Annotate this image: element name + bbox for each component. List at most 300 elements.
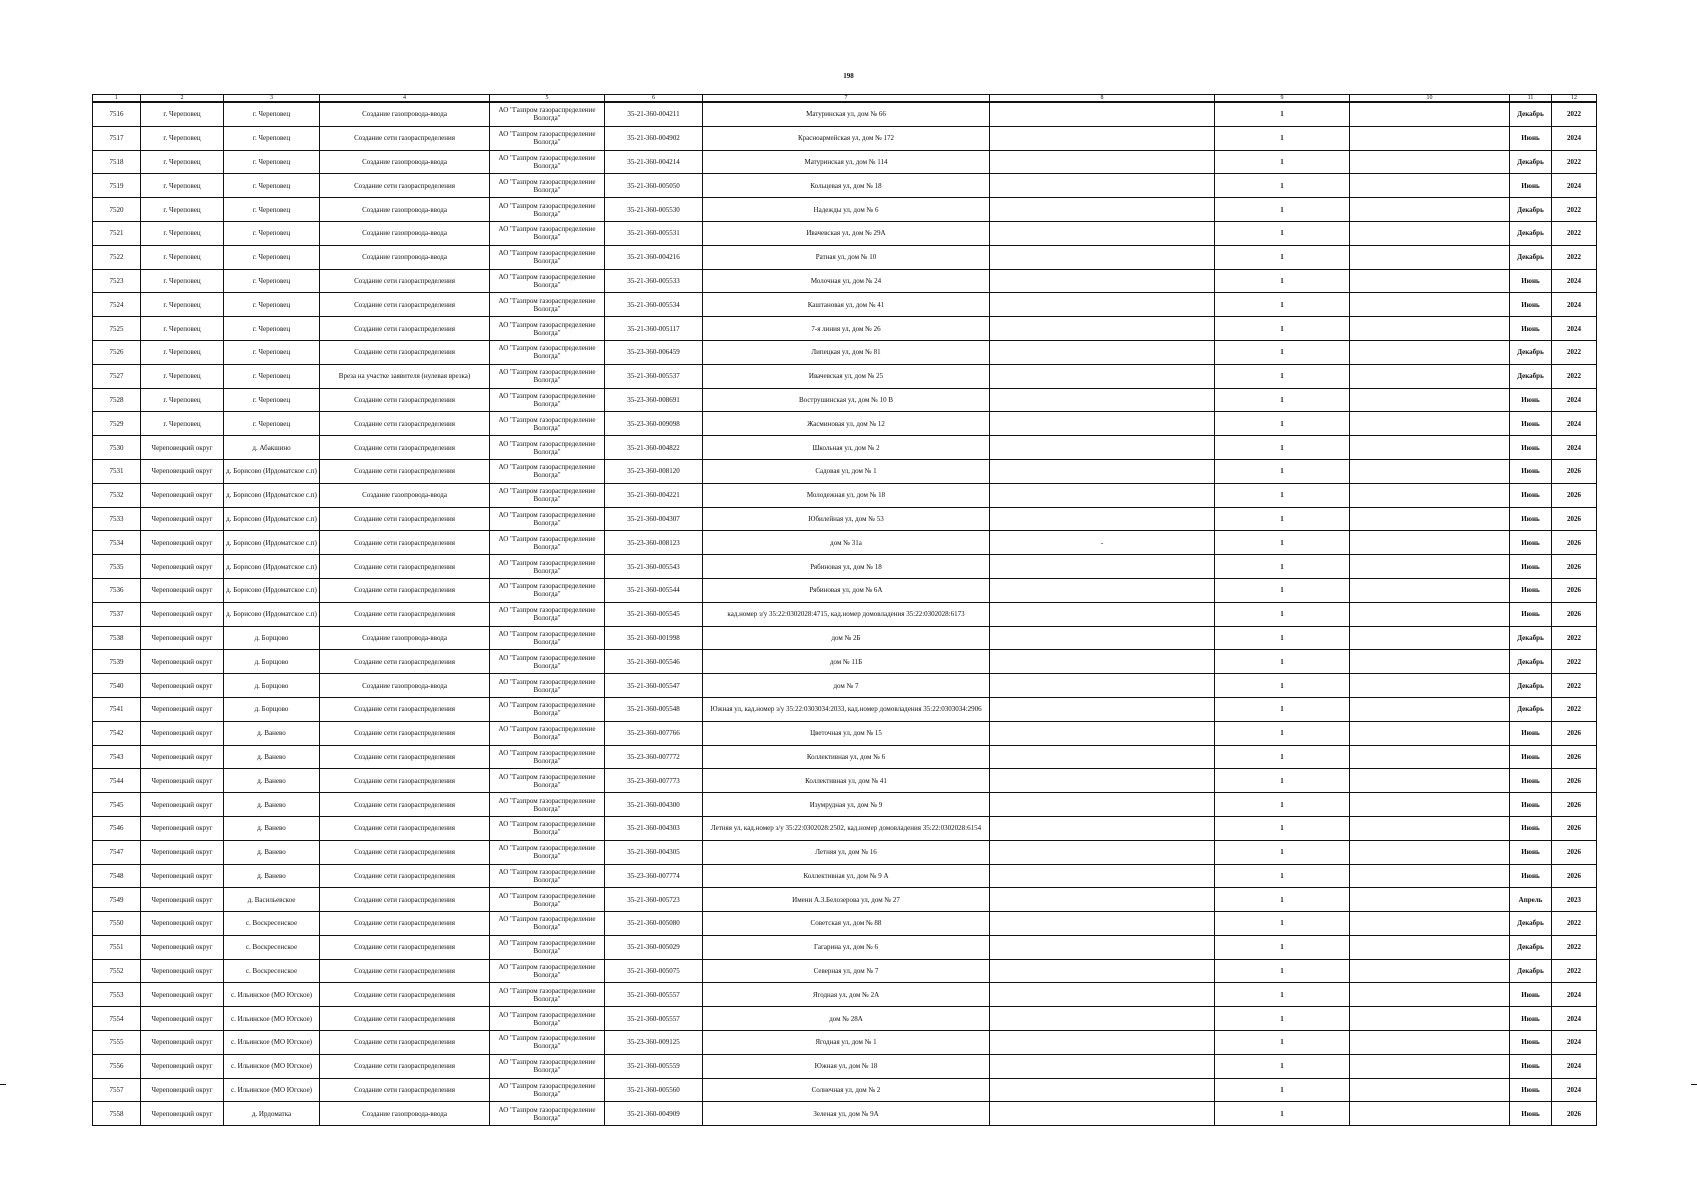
address-cell: Солнечная ул, дом № 2 xyxy=(703,1078,990,1102)
locality-cell: д. Борисово (Ирдоматское с.п) xyxy=(224,602,320,626)
object-code-cell: 35-21-360-004221 xyxy=(605,483,703,507)
col8-cell xyxy=(990,1054,1215,1078)
col10-cell xyxy=(1350,864,1510,888)
year-cell: 2022 xyxy=(1552,340,1597,364)
address-cell: 7-я линия ул, дом № 26 xyxy=(703,317,990,341)
locality-cell: г. Череповец xyxy=(224,317,320,341)
table-row xyxy=(93,650,1597,674)
column-number-1: 1 xyxy=(93,95,141,103)
col8-cell xyxy=(990,507,1215,531)
column-number-6: 6 xyxy=(605,95,703,103)
month-cell: Июнь xyxy=(1510,983,1552,1007)
col8-cell xyxy=(990,769,1215,793)
month-cell: Июнь xyxy=(1510,721,1552,745)
work-type-cell: Создание сети газораспределения xyxy=(320,578,490,602)
district-cell: Череповецкий округ xyxy=(141,436,224,460)
col10-cell xyxy=(1350,102,1510,126)
work-type-cell: Создание сети газораспределения xyxy=(320,650,490,674)
table-row xyxy=(93,102,1597,126)
table-row xyxy=(93,1078,1597,1102)
locality-cell: с. Ильинское (МО Югское) xyxy=(224,983,320,1007)
row-number: 7541 xyxy=(93,697,141,721)
district-cell: Череповецкий округ xyxy=(141,578,224,602)
quantity-cell: 1 xyxy=(1215,364,1350,388)
month-cell: Декабрь xyxy=(1510,935,1552,959)
col8-cell xyxy=(990,483,1215,507)
work-type-cell: Создание газопровода-ввода xyxy=(320,245,490,269)
month-cell: Июнь xyxy=(1510,412,1552,436)
district-cell: Череповецкий округ xyxy=(141,816,224,840)
work-type-cell: Создание сети газораспределения xyxy=(320,769,490,793)
table-row xyxy=(93,1102,1597,1126)
district-cell: Череповецкий округ xyxy=(141,459,224,483)
year-cell: 2024 xyxy=(1552,983,1597,1007)
quantity-cell: 1 xyxy=(1215,1031,1350,1055)
work-type-cell: Создание газопровода-ввода xyxy=(320,150,490,174)
table-row xyxy=(93,697,1597,721)
work-type-cell: Создание сети газораспределения xyxy=(320,697,490,721)
column-number-2: 2 xyxy=(141,95,224,103)
district-cell: г. Череповец xyxy=(141,174,224,198)
work-type-cell: Создание сети газораспределения xyxy=(320,1007,490,1031)
work-type-cell: Создание сети газораспределения xyxy=(320,126,490,150)
row-number: 7519 xyxy=(93,174,141,198)
table-row xyxy=(93,459,1597,483)
column-number-12: 12 xyxy=(1552,95,1597,103)
address-cell: Южная ул, дом № 18 xyxy=(703,1054,990,1078)
col10-cell xyxy=(1350,412,1510,436)
district-cell: Череповецкий округ xyxy=(141,1031,224,1055)
row-number: 7544 xyxy=(93,769,141,793)
owner-cell: АО "Газпром газораспределение Вологда" xyxy=(490,793,605,817)
object-code-cell: 35-21-360-005534 xyxy=(605,293,703,317)
month-cell: Декабрь xyxy=(1510,221,1552,245)
year-cell: 2026 xyxy=(1552,602,1597,626)
table-row xyxy=(93,793,1597,817)
col8-cell xyxy=(990,388,1215,412)
column-number-11: 11 xyxy=(1510,95,1552,103)
address-cell: Школьная ул, дом № 2 xyxy=(703,436,990,460)
quantity-cell: 1 xyxy=(1215,769,1350,793)
month-cell: Июнь xyxy=(1510,793,1552,817)
col10-cell xyxy=(1350,174,1510,198)
object-code-cell: 35-21-360-004300 xyxy=(605,793,703,817)
column-number-8: 8 xyxy=(990,95,1215,103)
district-cell: Череповецкий округ xyxy=(141,674,224,698)
year-cell: 2022 xyxy=(1552,935,1597,959)
quantity-cell: 1 xyxy=(1215,198,1350,222)
col8-cell xyxy=(990,697,1215,721)
owner-cell: АО "Газпром газораспределение Вологда" xyxy=(490,221,605,245)
row-number: 7517 xyxy=(93,126,141,150)
col10-cell xyxy=(1350,1102,1510,1126)
year-cell: 2026 xyxy=(1552,721,1597,745)
col8-cell xyxy=(990,340,1215,364)
address-cell: дом № 28А xyxy=(703,1007,990,1031)
quantity-cell: 1 xyxy=(1215,650,1350,674)
year-cell: 2026 xyxy=(1552,769,1597,793)
quantity-cell: 1 xyxy=(1215,1007,1350,1031)
object-code-cell: 35-21-360-005723 xyxy=(605,888,703,912)
owner-cell: АО "Газпром газораспределение Вологда" xyxy=(490,174,605,198)
col10-cell xyxy=(1350,626,1510,650)
year-cell: 2026 xyxy=(1552,864,1597,888)
col8-cell xyxy=(990,436,1215,460)
year-cell: 2026 xyxy=(1552,816,1597,840)
object-code-cell: 35-21-360-005557 xyxy=(605,1007,703,1031)
quantity-cell: 1 xyxy=(1215,721,1350,745)
table-row xyxy=(93,769,1597,793)
object-code-cell: 35-21-360-005559 xyxy=(605,1054,703,1078)
row-number: 7523 xyxy=(93,269,141,293)
col10-cell xyxy=(1350,769,1510,793)
locality-cell: г. Череповец xyxy=(224,245,320,269)
district-cell: Череповецкий округ xyxy=(141,864,224,888)
quantity-cell: 1 xyxy=(1215,578,1350,602)
table-row xyxy=(93,888,1597,912)
col8-cell xyxy=(990,555,1215,579)
owner-cell: АО "Газпром газораспределение Вологда" xyxy=(490,126,605,150)
row-number: 7555 xyxy=(93,1031,141,1055)
work-type-cell: Создание сети газораспределения xyxy=(320,1031,490,1055)
year-cell: 2022 xyxy=(1552,364,1597,388)
table-row xyxy=(93,507,1597,531)
address-cell: Рябиновая ул, дом № 18 xyxy=(703,555,990,579)
quantity-cell: 1 xyxy=(1215,221,1350,245)
work-type-cell: Создание сети газораспределения xyxy=(320,436,490,460)
address-cell: Зеленая ул, дом № 9А xyxy=(703,1102,990,1126)
col10-cell xyxy=(1350,364,1510,388)
month-cell: Июнь xyxy=(1510,293,1552,317)
address-cell: Советская ул, дом № 88 xyxy=(703,912,990,936)
col10-cell xyxy=(1350,221,1510,245)
owner-cell: АО "Газпром газораспределение Вологда" xyxy=(490,1007,605,1031)
locality-cell: с. Ильинское (МО Югское) xyxy=(224,1031,320,1055)
object-code-cell: 35-21-360-001998 xyxy=(605,626,703,650)
row-number: 7528 xyxy=(93,388,141,412)
locality-cell: г. Череповец xyxy=(224,340,320,364)
work-type-cell: Создание газопровода-ввода xyxy=(320,198,490,222)
work-type-cell: Создание сети газораспределения xyxy=(320,293,490,317)
object-code-cell: 35-21-360-005546 xyxy=(605,650,703,674)
quantity-cell: 1 xyxy=(1215,888,1350,912)
locality-cell: г. Череповец xyxy=(224,126,320,150)
year-cell: 2024 xyxy=(1552,1078,1597,1102)
object-code-cell: 35-23-360-008123 xyxy=(605,531,703,555)
locality-cell: г. Череповец xyxy=(224,174,320,198)
year-cell: 2024 xyxy=(1552,317,1597,341)
owner-cell: АО "Газпром газораспределение Вологда" xyxy=(490,412,605,436)
table-row xyxy=(93,1054,1597,1078)
col8-cell xyxy=(990,864,1215,888)
month-cell: Июнь xyxy=(1510,816,1552,840)
district-cell: Череповецкий округ xyxy=(141,483,224,507)
col8-cell xyxy=(990,174,1215,198)
district-cell: Череповецкий округ xyxy=(141,721,224,745)
col10-cell xyxy=(1350,1054,1510,1078)
year-cell: 2026 xyxy=(1552,1102,1597,1126)
row-number: 7527 xyxy=(93,364,141,388)
quantity-cell: 1 xyxy=(1215,555,1350,579)
table-row xyxy=(93,293,1597,317)
col10-cell xyxy=(1350,602,1510,626)
month-cell: Декабрь xyxy=(1510,198,1552,222)
column-number-row xyxy=(93,95,1597,103)
locality-cell: д. Ванево xyxy=(224,816,320,840)
col10-cell xyxy=(1350,793,1510,817)
locality-cell: г. Череповец xyxy=(224,412,320,436)
table-row xyxy=(93,864,1597,888)
object-code-cell: 35-23-360-008691 xyxy=(605,388,703,412)
owner-cell: АО "Газпром газораспределение Вологда" xyxy=(490,959,605,983)
object-code-cell: 35-21-360-005557 xyxy=(605,983,703,1007)
col8-cell xyxy=(990,959,1215,983)
owner-cell: АО "Газпром газораспределение Вологда" xyxy=(490,1102,605,1126)
col8-cell xyxy=(990,317,1215,341)
district-cell: Череповецкий округ xyxy=(141,769,224,793)
district-cell: Череповецкий округ xyxy=(141,650,224,674)
work-type-cell: Создание газопровода-ввода xyxy=(320,674,490,698)
col10-cell xyxy=(1350,816,1510,840)
col8-cell xyxy=(990,983,1215,1007)
address-cell: Молочная ул, дом № 24 xyxy=(703,269,990,293)
col8-cell xyxy=(990,364,1215,388)
quantity-cell: 1 xyxy=(1215,602,1350,626)
address-cell: Летняя ул, кад.номер з/у 35:22:0302028:2502, кад.номер домовладения 35:22:0302028:6154 xyxy=(703,816,990,840)
work-type-cell: Создание сети газораспределения xyxy=(320,531,490,555)
work-type-cell: Создание сети газораспределения xyxy=(320,340,490,364)
object-code-cell: 35-21-360-004307 xyxy=(605,507,703,531)
col10-cell xyxy=(1350,1007,1510,1031)
locality-cell: с. Ильинское (МО Югское) xyxy=(224,1078,320,1102)
locality-cell: д. Ванево xyxy=(224,840,320,864)
left-edge-mark xyxy=(0,1084,6,1085)
year-cell: 2024 xyxy=(1552,1031,1597,1055)
work-type-cell: Создание сети газораспределения xyxy=(320,745,490,769)
quantity-cell: 1 xyxy=(1215,1054,1350,1078)
work-type-cell: Создание сети газораспределения xyxy=(320,864,490,888)
col10-cell xyxy=(1350,531,1510,555)
locality-cell: г. Череповец xyxy=(224,388,320,412)
address-cell: Южная ул, кад.номер з/у 35:22:0303034:2033, кад.номер домовладения 35:22:0303034:2906 xyxy=(703,697,990,721)
work-type-cell: Создание сети газораспределения xyxy=(320,412,490,436)
col8-cell xyxy=(990,912,1215,936)
col10-cell xyxy=(1350,269,1510,293)
locality-cell: д. Борисово (Ирдоматское с.п) xyxy=(224,531,320,555)
district-cell: Череповецкий округ xyxy=(141,1102,224,1126)
col8-cell xyxy=(990,793,1215,817)
district-cell: Череповецкий округ xyxy=(141,697,224,721)
row-number: 7526 xyxy=(93,340,141,364)
col10-cell xyxy=(1350,150,1510,174)
object-code-cell: 35-23-360-007773 xyxy=(605,769,703,793)
locality-cell: д. Борисово (Ирдоматское с.п) xyxy=(224,507,320,531)
object-code-cell: 35-23-360-007766 xyxy=(605,721,703,745)
object-code-cell: 35-21-360-005545 xyxy=(605,602,703,626)
district-cell: Череповецкий округ xyxy=(141,531,224,555)
object-code-cell: 35-21-360-004902 xyxy=(605,126,703,150)
table-row xyxy=(93,721,1597,745)
locality-cell: с. Воскресенское xyxy=(224,959,320,983)
address-cell: Каштановая ул, дом № 41 xyxy=(703,293,990,317)
table-row xyxy=(93,935,1597,959)
work-type-cell: Создание сети газораспределения xyxy=(320,388,490,412)
locality-cell: г. Череповец xyxy=(224,221,320,245)
col8-cell xyxy=(990,102,1215,126)
work-type-cell: Создание сети газораспределения xyxy=(320,912,490,936)
work-type-cell: Создание сети газораспределения xyxy=(320,1054,490,1078)
month-cell: Декабрь xyxy=(1510,697,1552,721)
quantity-cell: 1 xyxy=(1215,531,1350,555)
work-type-cell: Создание сети газораспределения xyxy=(320,174,490,198)
column-number-5: 5 xyxy=(490,95,605,103)
col8-cell xyxy=(990,1031,1215,1055)
month-cell: Июнь xyxy=(1510,864,1552,888)
object-code-cell: 35-21-360-005531 xyxy=(605,221,703,245)
year-cell: 2024 xyxy=(1552,436,1597,460)
col8-cell xyxy=(990,1007,1215,1031)
table-row xyxy=(93,174,1597,198)
object-code-cell: 35-21-360-005533 xyxy=(605,269,703,293)
district-cell: г. Череповец xyxy=(141,317,224,341)
owner-cell: АО "Газпром газораспределение Вологда" xyxy=(490,578,605,602)
table-row xyxy=(93,340,1597,364)
col8-cell xyxy=(990,602,1215,626)
object-code-cell: 35-21-360-005029 xyxy=(605,935,703,959)
col10-cell xyxy=(1350,340,1510,364)
col8-cell xyxy=(990,269,1215,293)
locality-cell: д. Ванево xyxy=(224,769,320,793)
address-cell: Садовая ул, дом № 1 xyxy=(703,459,990,483)
col8-cell xyxy=(990,745,1215,769)
work-type-cell: Создание сети газораспределения xyxy=(320,888,490,912)
row-number: 7532 xyxy=(93,483,141,507)
quantity-cell: 1 xyxy=(1215,483,1350,507)
row-number: 7530 xyxy=(93,436,141,460)
register-body xyxy=(93,95,1597,1126)
quantity-cell: 1 xyxy=(1215,959,1350,983)
address-cell: дом № 11Б xyxy=(703,650,990,674)
table-row xyxy=(93,1007,1597,1031)
object-code-cell: 35-21-360-005548 xyxy=(605,697,703,721)
address-cell: Ивачевская ул, дом № 29А xyxy=(703,221,990,245)
object-code-cell: 35-21-360-004822 xyxy=(605,436,703,460)
object-code-cell: 35-21-360-005080 xyxy=(605,912,703,936)
col10-cell xyxy=(1350,317,1510,341)
work-type-cell: Создание газопровода-ввода xyxy=(320,1102,490,1126)
owner-cell: АО "Газпром газораспределение Вологда" xyxy=(490,888,605,912)
table-row xyxy=(93,269,1597,293)
quantity-cell: 1 xyxy=(1215,745,1350,769)
month-cell: Июнь xyxy=(1510,1078,1552,1102)
quantity-cell: 1 xyxy=(1215,459,1350,483)
row-number: 7547 xyxy=(93,840,141,864)
table-row xyxy=(93,364,1597,388)
month-cell: Июнь xyxy=(1510,126,1552,150)
owner-cell: АО "Газпром газораспределение Вологда" xyxy=(490,983,605,1007)
quantity-cell: 1 xyxy=(1215,436,1350,460)
object-code-cell: 35-23-360-007774 xyxy=(605,864,703,888)
col10-cell xyxy=(1350,935,1510,959)
table-row xyxy=(93,555,1597,579)
month-cell: Июнь xyxy=(1510,555,1552,579)
col10-cell xyxy=(1350,1078,1510,1102)
row-number: 7533 xyxy=(93,507,141,531)
district-cell: г. Череповец xyxy=(141,364,224,388)
table-row xyxy=(93,221,1597,245)
table-row xyxy=(93,626,1597,650)
locality-cell: с. Воскресенское xyxy=(224,912,320,936)
table-row xyxy=(93,840,1597,864)
year-cell: 2024 xyxy=(1552,293,1597,317)
month-cell: Декабрь xyxy=(1510,959,1552,983)
district-cell: г. Череповец xyxy=(141,221,224,245)
work-type-cell: Создание сети газораспределения xyxy=(320,269,490,293)
owner-cell: АО "Газпром газораспределение Вологда" xyxy=(490,816,605,840)
quantity-cell: 1 xyxy=(1215,864,1350,888)
year-cell: 2022 xyxy=(1552,959,1597,983)
column-number-4: 4 xyxy=(320,95,490,103)
address-cell: Цветочная ул, дом № 15 xyxy=(703,721,990,745)
address-cell: Имени А.З.Белозерова ул, дом № 27 xyxy=(703,888,990,912)
owner-cell: АО "Газпром газораспределение Вологда" xyxy=(490,1078,605,1102)
table-row xyxy=(93,150,1597,174)
object-code-cell: 35-21-360-005075 xyxy=(605,959,703,983)
address-cell: дом № 7 xyxy=(703,674,990,698)
object-code-cell: 35-21-360-005117 xyxy=(605,317,703,341)
col10-cell xyxy=(1350,126,1510,150)
work-type-cell: Создание сети газораспределения xyxy=(320,816,490,840)
object-code-cell: 35-21-360-004305 xyxy=(605,840,703,864)
quantity-cell: 1 xyxy=(1215,1078,1350,1102)
district-cell: Череповецкий округ xyxy=(141,602,224,626)
owner-cell: АО "Газпром газораспределение Вологда" xyxy=(490,388,605,412)
quantity-cell: 1 xyxy=(1215,1102,1350,1126)
district-cell: г. Череповец xyxy=(141,388,224,412)
col8-cell xyxy=(990,650,1215,674)
address-cell: Рябиновая ул, дом № 6А xyxy=(703,578,990,602)
row-number: 7538 xyxy=(93,626,141,650)
row-number: 7534 xyxy=(93,531,141,555)
district-cell: г. Череповец xyxy=(141,269,224,293)
owner-cell: АО "Газпром газораспределение Вологда" xyxy=(490,198,605,222)
owner-cell: АО "Газпром газораспределение Вологда" xyxy=(490,602,605,626)
owner-cell: АО "Газпром газораспределение Вологда" xyxy=(490,340,605,364)
locality-cell: д. Васильевское xyxy=(224,888,320,912)
locality-cell: д. Борщово xyxy=(224,674,320,698)
month-cell: Июнь xyxy=(1510,769,1552,793)
owner-cell: АО "Газпром газораспределение Вологда" xyxy=(490,935,605,959)
year-cell: 2022 xyxy=(1552,245,1597,269)
work-type-cell: Создание газопровода-ввода xyxy=(320,221,490,245)
month-cell: Июнь xyxy=(1510,174,1552,198)
table-row xyxy=(93,245,1597,269)
address-cell: Кольцевая ул, дом № 18 xyxy=(703,174,990,198)
work-type-cell: Создание сети газораспределения xyxy=(320,555,490,579)
address-cell: Летняя ул, дом № 16 xyxy=(703,840,990,864)
locality-cell: д. Абакшино xyxy=(224,436,320,460)
locality-cell: д. Борщово xyxy=(224,697,320,721)
quantity-cell: 1 xyxy=(1215,150,1350,174)
row-number: 7550 xyxy=(93,912,141,936)
locality-cell: с. Ильинское (МО Югское) xyxy=(224,1054,320,1078)
row-number: 7556 xyxy=(93,1054,141,1078)
owner-cell: АО "Газпром газораспределение Вологда" xyxy=(490,245,605,269)
year-cell: 2026 xyxy=(1552,483,1597,507)
month-cell: Июнь xyxy=(1510,436,1552,460)
district-cell: Череповецкий округ xyxy=(141,507,224,531)
district-cell: Череповецкий округ xyxy=(141,935,224,959)
